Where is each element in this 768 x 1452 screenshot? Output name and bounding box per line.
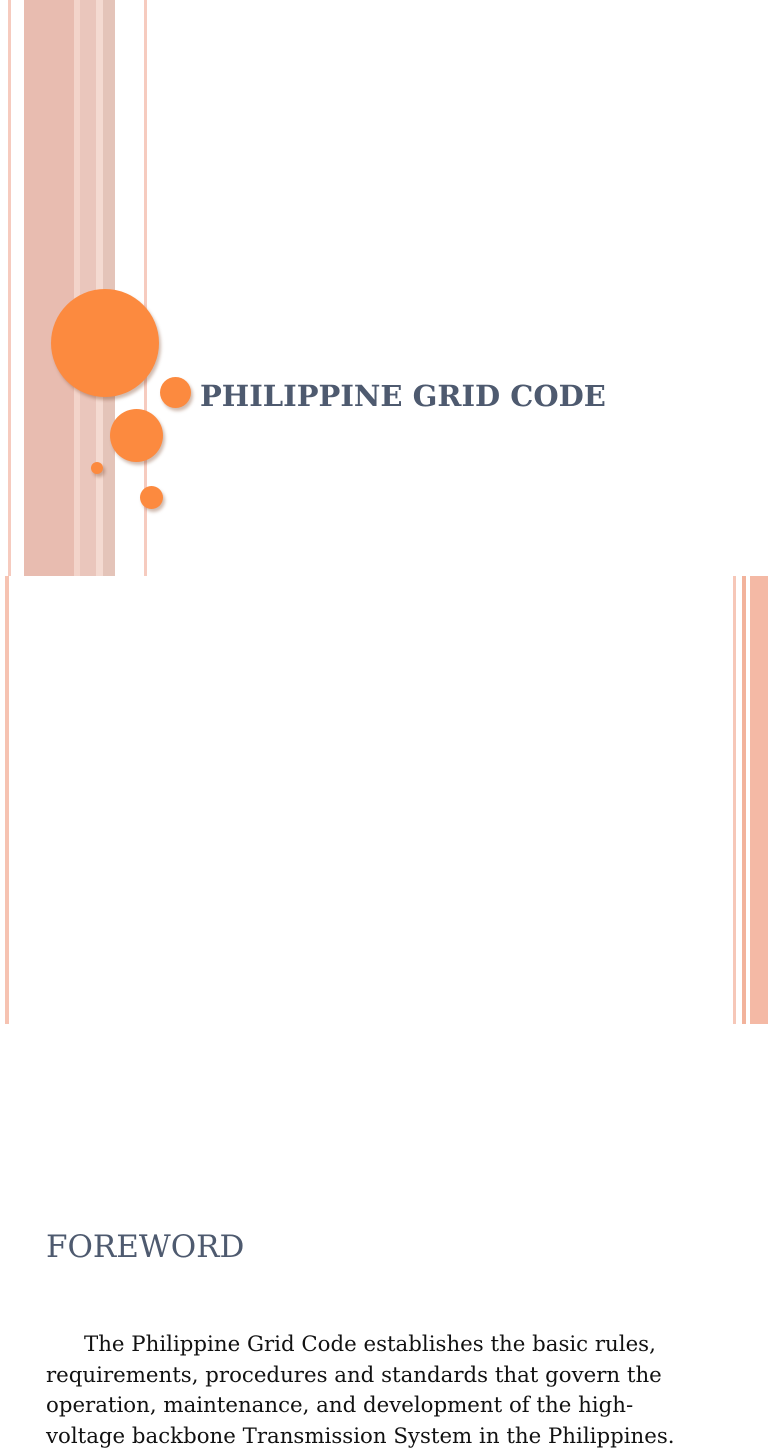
slide-title: PHILIPPINE GRID CODE (200, 379, 606, 413)
decorative-circle (91, 462, 103, 474)
decorative-stripe (103, 0, 115, 576)
decorative-circle (160, 377, 191, 408)
decorative-stripe (750, 576, 768, 1024)
decorative-circle (51, 289, 159, 397)
decorative-stripe (733, 576, 736, 1024)
decorative-stripe (5, 576, 9, 1024)
foreword-slide (0, 576, 768, 1449)
decorative-stripe (24, 0, 74, 576)
decorative-stripe (96, 0, 103, 576)
decorative-stripe (8, 0, 11, 576)
decorative-stripe (80, 0, 96, 576)
slide-heading: FOREWORD (46, 1229, 245, 1265)
decorative-circle (110, 409, 163, 462)
decorative-circle (140, 486, 163, 509)
foreword-paragraph: The Philippine Grid Code establishes the basic rules, requirements, procedures and standards that govern the operation, maintenance, and development of the high-voltage backbone Transmission System in the Philippines. (46, 1332, 675, 1449)
decorative-stripe (742, 576, 746, 1024)
title-slide (0, 0, 768, 576)
